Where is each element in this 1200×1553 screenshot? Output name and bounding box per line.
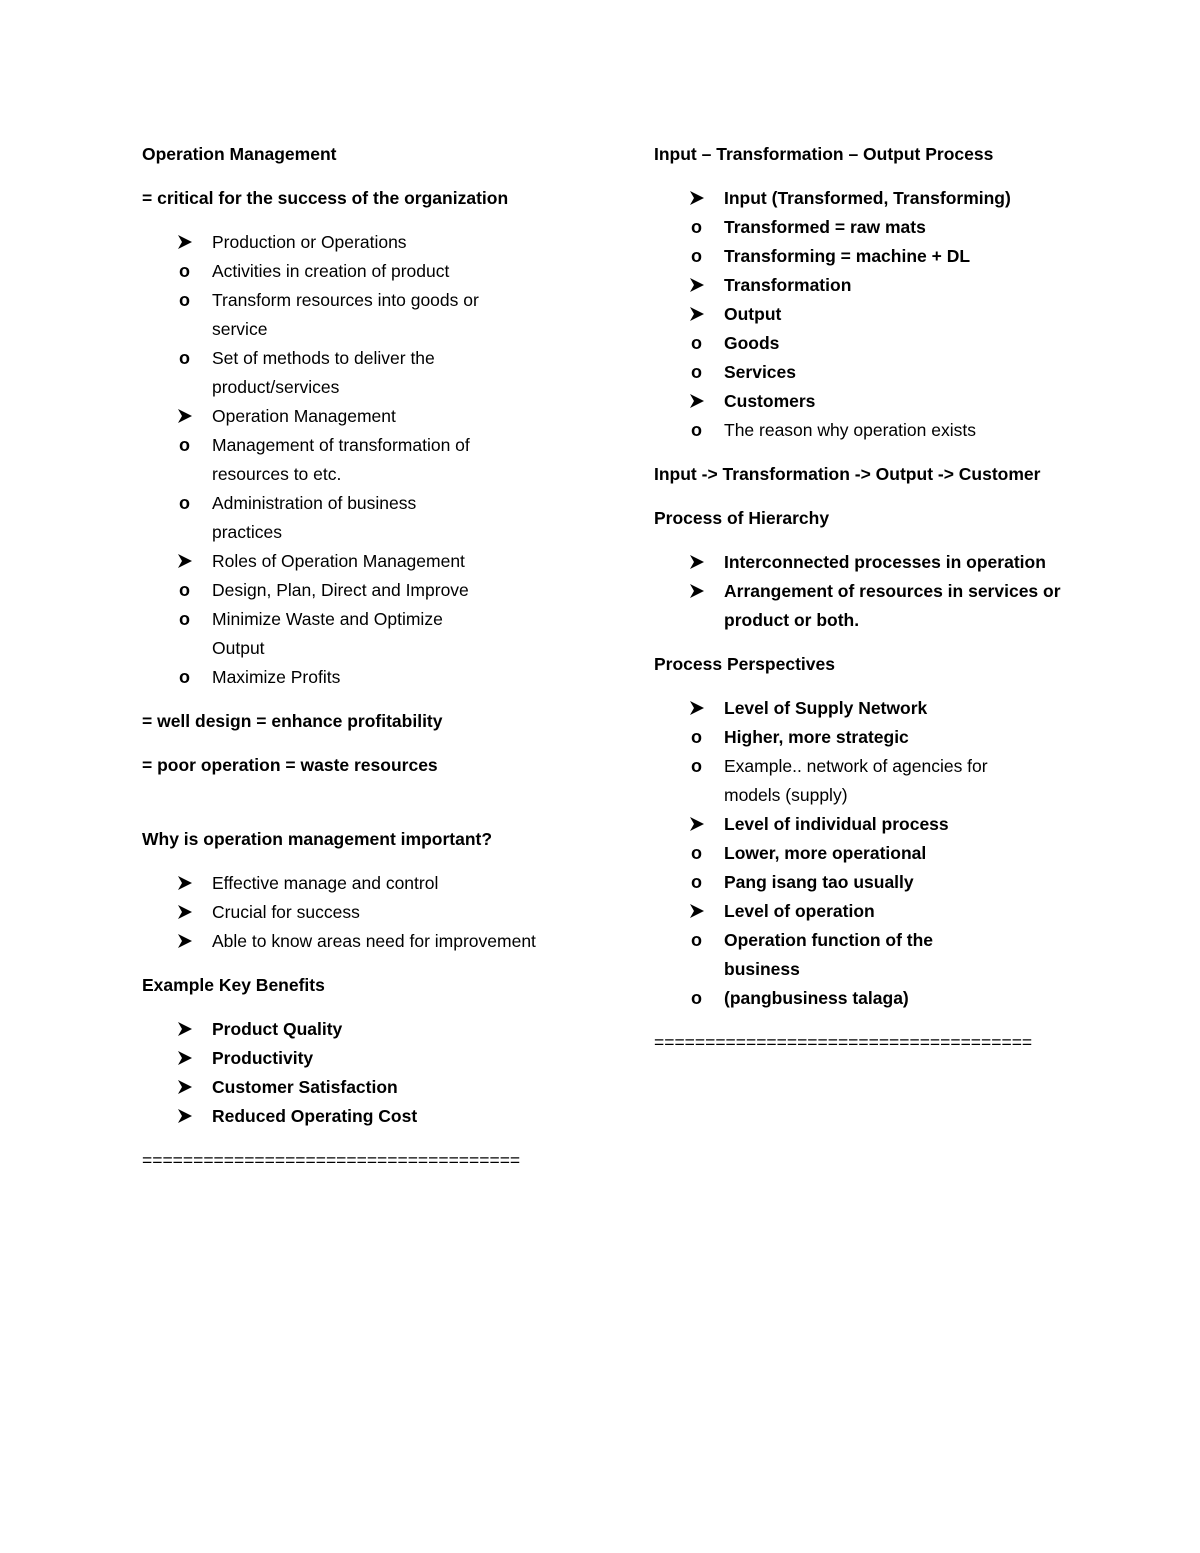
- section-title: Input – Transformation – Output Process: [654, 144, 994, 164]
- sub-list: [179, 257, 602, 402]
- arrowhead-bullet-icon: [177, 408, 193, 424]
- circle-bullet-icon: o: [179, 290, 190, 310]
- list-item-label: Production or Operations: [212, 232, 407, 252]
- circle-bullet-icon: o: [691, 217, 702, 237]
- list-item: Reduced Operating Cost: [142, 1102, 602, 1131]
- list-item: Customer Satisfaction: [142, 1073, 602, 1102]
- list-item: Product Quality: [142, 1015, 602, 1044]
- list-item-label: Operation Management: [212, 406, 396, 426]
- sub-list-item: o (pangbusiness talaga): [653, 984, 1114, 1013]
- circle-bullet-icon: o: [179, 261, 190, 281]
- list-item: [654, 694, 1114, 810]
- list-item: [142, 228, 602, 402]
- intro-text: = critical for the success of the organization: [142, 188, 509, 208]
- arrowhead-bullet-icon: [177, 904, 193, 920]
- list-item: Interconnected processes in operation: [654, 548, 1114, 577]
- sub-list: [179, 431, 602, 547]
- list-item-label: Output: [724, 304, 782, 324]
- arrowhead-bullet-icon: [177, 933, 193, 949]
- arrowhead-bullet-icon: [177, 1108, 193, 1124]
- list-item: [654, 897, 1114, 1013]
- perspectives-list: [654, 694, 1114, 1013]
- list-item: [654, 387, 1114, 445]
- left-column: [142, 140, 602, 1175]
- topic-list: [142, 228, 602, 692]
- spacer: [142, 795, 602, 825]
- arrowhead-bullet-icon: [689, 816, 705, 832]
- arrowhead-bullet-icon: [689, 190, 705, 206]
- arrowhead-bullet-icon: [689, 393, 705, 409]
- list-item: Effective manage and control: [142, 869, 602, 898]
- circle-bullet-icon: o: [179, 609, 190, 629]
- sub-list-item: o Transform resources into goods or service: [141, 286, 602, 344]
- sub-list: [179, 576, 602, 692]
- sub-list-item: o Maximize Profits: [141, 663, 602, 692]
- circle-bullet-icon: o: [179, 348, 190, 368]
- sub-list: [691, 213, 1114, 271]
- arrowhead-bullet-icon: [177, 1021, 193, 1037]
- list-item: [142, 402, 602, 547]
- list-item-label: Level of individual process: [724, 814, 949, 834]
- sub-list: [691, 926, 1114, 1013]
- right-column: [654, 140, 1114, 1057]
- sub-list-item: o The reason why operation exists: [653, 416, 1114, 445]
- circle-bullet-icon: o: [691, 362, 702, 382]
- circle-bullet-icon: o: [179, 580, 190, 600]
- benefits-heading: Example Key Benefits: [142, 975, 325, 995]
- why-heading: Why is operation management important?: [142, 829, 493, 849]
- hierarchy-heading: Process of Hierarchy: [654, 508, 830, 528]
- circle-bullet-icon: o: [691, 756, 702, 776]
- sub-list-item: o Lower, more operational: [653, 839, 1114, 868]
- sub-list-item: o Goods: [653, 329, 1114, 358]
- list-item: Able to know areas need for improvement: [142, 927, 602, 956]
- sub-list: [691, 839, 1114, 897]
- sub-list: [691, 416, 1114, 445]
- sub-list-item: o Minimize Waste and Optimize Output: [141, 605, 602, 663]
- list-item: [654, 184, 1114, 271]
- arrowhead-bullet-icon: [689, 306, 705, 322]
- list-item-label: Roles of Operation Management: [212, 551, 465, 571]
- sub-list-item: o Administration of business practices: [141, 489, 602, 547]
- arrowhead-bullet-icon: [177, 1079, 193, 1095]
- sub-list-item: o Design, Plan, Direct and Improve: [141, 576, 602, 605]
- list-item-label: Customers: [724, 391, 816, 411]
- list-item: Productivity: [142, 1044, 602, 1073]
- circle-bullet-icon: o: [691, 727, 702, 747]
- arrowhead-bullet-icon: [177, 553, 193, 569]
- section-title: Operation Management: [142, 144, 337, 164]
- sub-list-item: o Transforming = machine + DL: [653, 242, 1114, 271]
- arrowhead-bullet-icon: [689, 277, 705, 293]
- arrowhead-bullet-icon: [689, 903, 705, 919]
- sub-list-item: o Pang isang tao usually: [653, 868, 1114, 897]
- sub-list-item: o Transformed = raw mats: [653, 213, 1114, 242]
- list-item: [654, 300, 1114, 387]
- list-item-label: Level of Supply Network: [724, 698, 928, 718]
- circle-bullet-icon: o: [691, 930, 702, 950]
- list-item: [654, 810, 1114, 897]
- separator-line: =====================================: [654, 1032, 1033, 1052]
- sub-list-item: o Higher, more strategic: [653, 723, 1114, 752]
- list-item: [142, 547, 602, 692]
- circle-bullet-icon: o: [691, 420, 702, 440]
- list-item-label: Transformation: [724, 275, 852, 295]
- benefits-list: [142, 1015, 602, 1131]
- circle-bullet-icon: o: [691, 246, 702, 266]
- sub-list-item: o Set of methods to deliver the product/services: [141, 344, 602, 402]
- sub-list: [691, 329, 1114, 387]
- sub-list-item: o Management of transformation of resources to etc.: [141, 431, 602, 489]
- circle-bullet-icon: o: [691, 843, 702, 863]
- hierarchy-list: [654, 548, 1114, 635]
- circle-bullet-icon: o: [691, 333, 702, 353]
- list-item: Crucial for success: [142, 898, 602, 927]
- separator-line: =====================================: [142, 1150, 521, 1170]
- sub-list-item: o Activities in creation of product: [141, 257, 602, 286]
- list-item-label: Input (Transformed, Transforming): [724, 188, 1011, 208]
- arrowhead-bullet-icon: [689, 583, 705, 599]
- well-design-text: = well design = enhance profitability: [142, 711, 443, 731]
- circle-bullet-icon: o: [691, 988, 702, 1008]
- flow-text: Input -> Transformation -> Output -> Customer: [654, 464, 1041, 484]
- circle-bullet-icon: o: [691, 872, 702, 892]
- circle-bullet-icon: o: [179, 667, 190, 687]
- sub-list-item: o Services: [653, 358, 1114, 387]
- sub-list: [691, 723, 1114, 810]
- sub-list-item: o Operation function of the business: [653, 926, 1114, 984]
- list-item-label: Level of operation: [724, 901, 875, 921]
- arrowhead-bullet-icon: [177, 234, 193, 250]
- circle-bullet-icon: o: [179, 435, 190, 455]
- arrowhead-bullet-icon: [177, 875, 193, 891]
- perspectives-heading: Process Perspectives: [654, 654, 835, 674]
- list-item: [654, 271, 1114, 300]
- list-item: Arrangement of resources in services or product or both.: [654, 577, 1114, 635]
- why-list: [142, 869, 602, 956]
- sub-list-item: o Example.. network of agencies for models (supply): [653, 752, 1114, 810]
- arrowhead-bullet-icon: [177, 1050, 193, 1066]
- arrowhead-bullet-icon: [689, 700, 705, 716]
- poor-operation-text: = poor operation = waste resources: [142, 755, 438, 775]
- process-list: [654, 184, 1114, 445]
- arrowhead-bullet-icon: [689, 554, 705, 570]
- circle-bullet-icon: o: [179, 493, 190, 513]
